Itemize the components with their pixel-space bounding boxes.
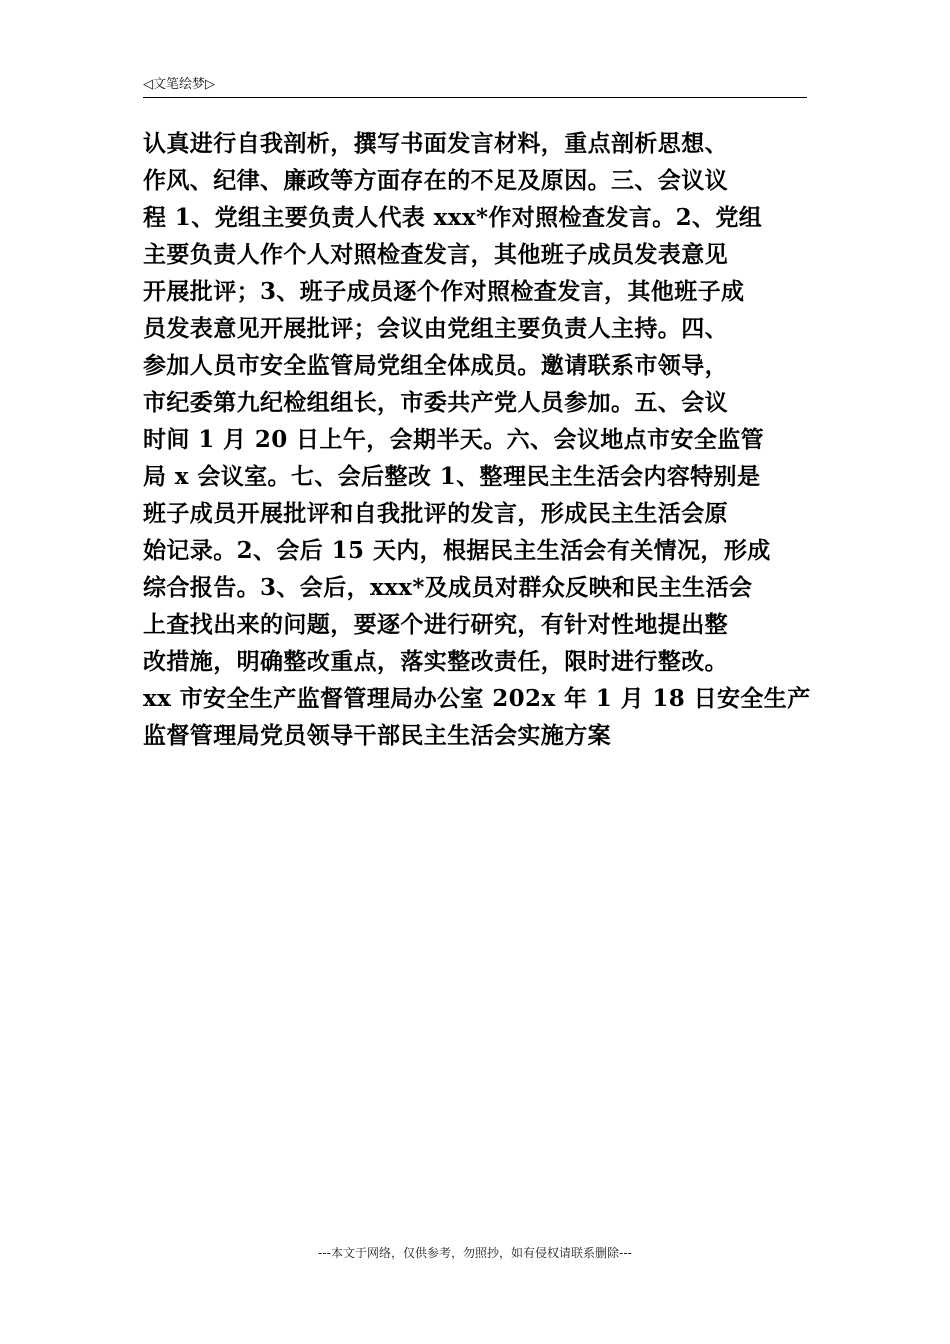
body-line: 市纪委第九纪检组组长，市委共产党人员参加。五、会议 bbox=[143, 389, 728, 416]
body-line: 认真进行自我剖析，撰写书面发言材料，重点剖析思想、 bbox=[143, 130, 728, 157]
body-line: 作风、纪律、廉政等方面存在的不足及原因。三、会议议 bbox=[143, 167, 728, 194]
body-line: 班子成员开展批评和自我批评的发言，形成民主生活会原 bbox=[143, 500, 728, 527]
document-body bbox=[143, 125, 815, 754]
body-line: 上查找出来的问题，要逐个进行研究，有针对性地提出整 bbox=[143, 611, 728, 638]
header-divider bbox=[143, 97, 807, 98]
body-line: 开展批评；3、班子成员逐个作对照检查发言，其他班子成 bbox=[143, 278, 745, 305]
body-line: 参加人员市安全监管局党组全体成员。邀请联系市领导， bbox=[143, 352, 728, 379]
page-header-title: ◁文笔绘梦▷ bbox=[143, 77, 215, 92]
body-line: 局 x 会议室。七、会后整改 1、整理民主生活会内容特别是 bbox=[143, 463, 761, 490]
body-line: 程 1、党组主要负责人代表 xxx*作对照检查发言。2、党组 bbox=[143, 204, 763, 231]
body-line: 员发表意见开展批评；会议由党组主要负责人主持。四、 bbox=[143, 315, 728, 342]
footer-disclaimer: ---本文于网络，仅供参考，勿照抄，如有侵权请联系删除--- bbox=[318, 1246, 632, 1260]
body-line: xx 市安全生产监督管理局办公室 202x 年 1 月 18 日安全生产 bbox=[143, 685, 811, 712]
body-line: 监督管理局党员领导干部民主生活会实施方案 bbox=[143, 722, 611, 749]
body-line: 主要负责人作个人对照检查发言，其他班子成员发表意见 bbox=[143, 241, 728, 268]
body-line: 综合报告。3、会后，xxx*及成员对群众反映和民主生活会 bbox=[143, 574, 753, 601]
body-line: 始记录。2、会后 15 天内，根据民主生活会有关情况，形成 bbox=[143, 537, 771, 564]
body-line: 改措施，明确整改重点，落实整改责任，限时进行整改。 bbox=[143, 648, 728, 675]
body-line: 时间 1 月 20 日上午，会期半天。六、会议地点市安全监管 bbox=[143, 426, 765, 453]
